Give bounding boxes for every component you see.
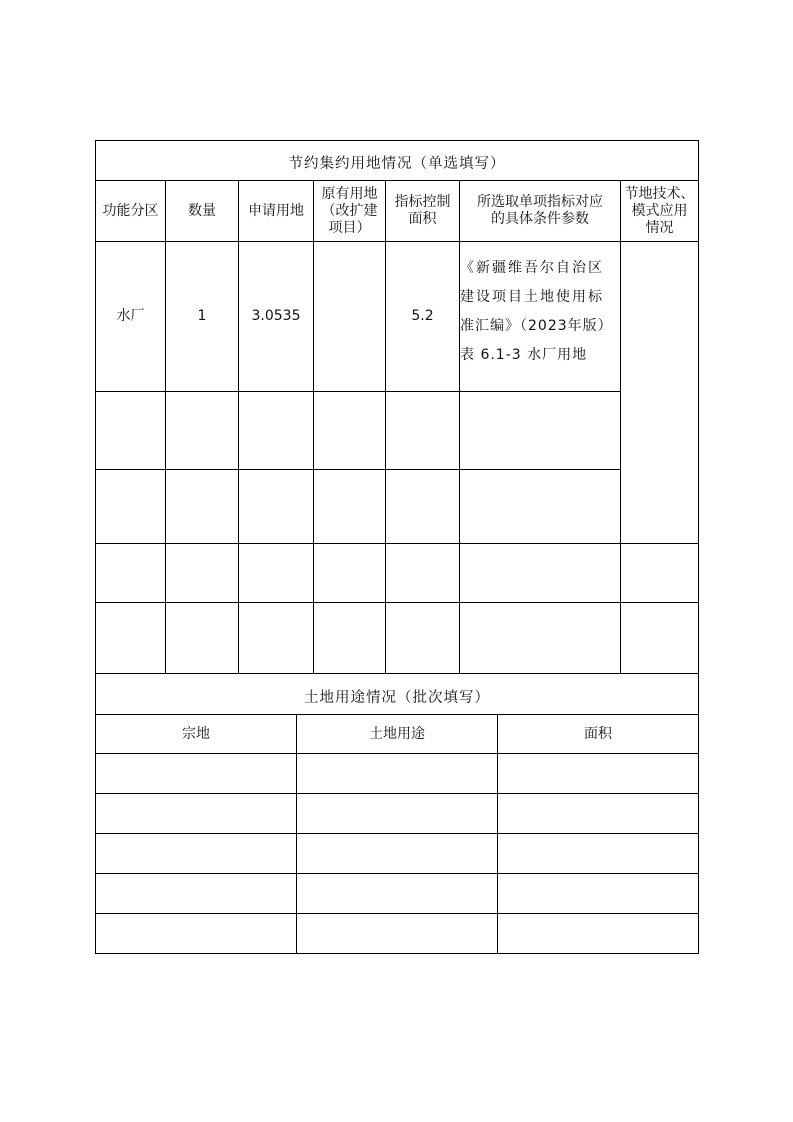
border-top xyxy=(95,140,699,141)
section2-title: 土地用途情况（批次填写） xyxy=(304,689,490,706)
hline-s2-row2 xyxy=(95,833,699,834)
row1-condition xyxy=(460,254,620,370)
hline-s2-row3 xyxy=(95,873,699,874)
condition-line: 表 6.1-3 水厂用地 xyxy=(460,347,588,363)
hline-row4 xyxy=(95,602,699,603)
border-bottom xyxy=(95,953,699,954)
row1-applied: 3.0535 xyxy=(251,308,301,324)
border-right xyxy=(698,140,699,954)
row1-existing xyxy=(314,242,385,391)
header-control: 指标控制 面积 xyxy=(394,194,451,227)
hline-s2-row1 xyxy=(95,793,699,794)
row1-control: 5.2 xyxy=(411,308,434,324)
hline-s2-row4 xyxy=(95,913,699,914)
section1-title: 节约集约用地情况（单选填写） xyxy=(288,155,506,172)
row1-count: 1 xyxy=(197,308,207,324)
condition-line: 准汇编》（2023年版） xyxy=(460,318,613,334)
row1-zone: 水厂 xyxy=(116,308,145,324)
row1-technique xyxy=(621,242,698,543)
header-zone: 功能分区 xyxy=(102,202,159,219)
header-count: 数量 xyxy=(188,202,216,219)
hline-row2 xyxy=(95,469,620,470)
header-technique: 节地技术、 模式应用 情况 xyxy=(624,185,695,236)
hline-row1 xyxy=(95,391,620,392)
header-existing: 原有用地 （改扩建 项目） xyxy=(321,185,378,236)
header-condition: 所选取单项指标对应 的具体条件参数 xyxy=(477,194,603,227)
hline-section1-end xyxy=(95,673,699,674)
header-parcel: 宗地 xyxy=(182,725,210,742)
condition-line: 《新疆维吾尔自治区 xyxy=(460,260,604,276)
header-land-use: 土地用途 xyxy=(369,725,425,742)
header-applied: 申请用地 xyxy=(248,202,304,219)
hline-row3 xyxy=(95,543,699,544)
header-area: 面积 xyxy=(584,725,612,742)
hline-s2-header-bottom xyxy=(95,753,699,754)
condition-line: 建设项目土地使用标 xyxy=(460,289,604,305)
